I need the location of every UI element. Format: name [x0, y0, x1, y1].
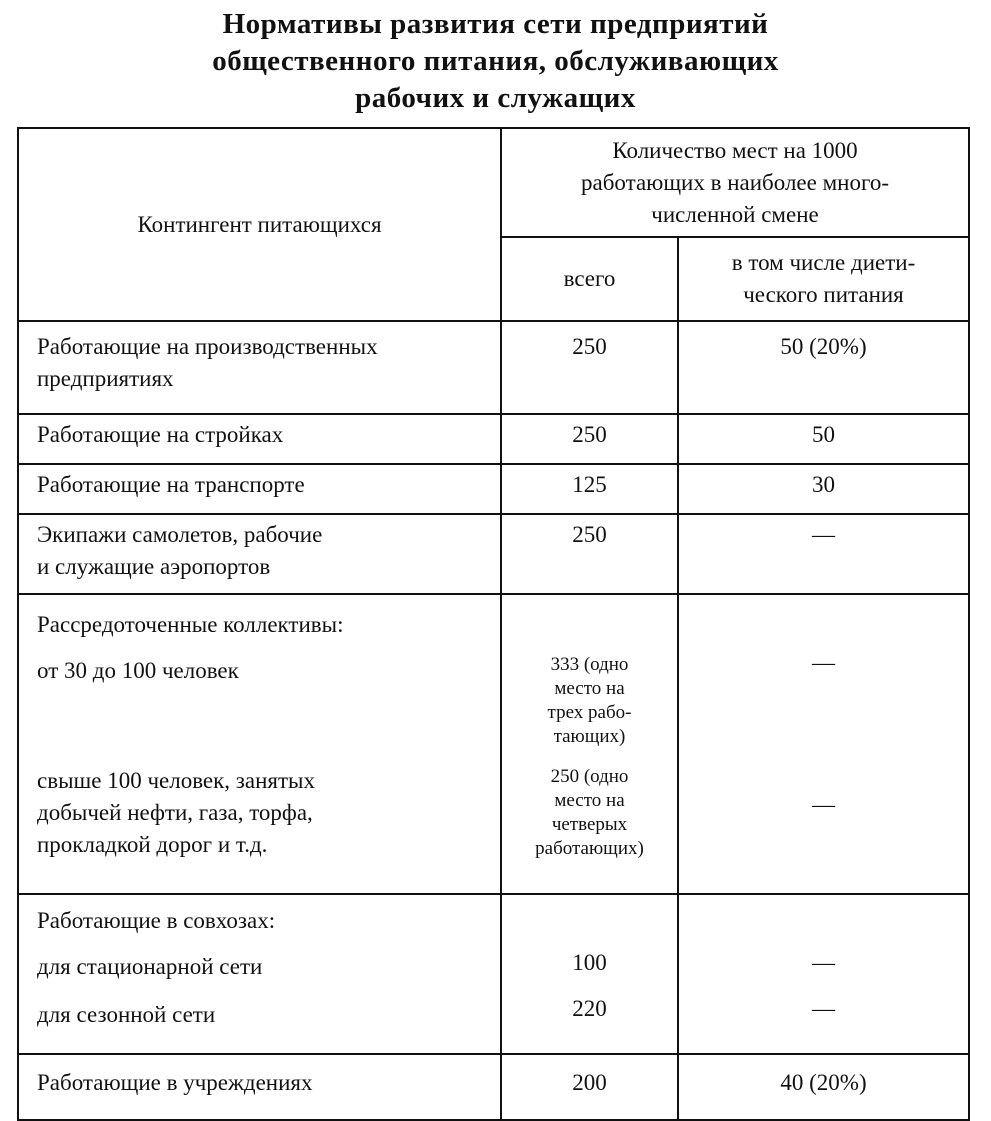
sovkhoz-sub1-label: для стационарной сети — [37, 954, 263, 979]
header-row-top — [18, 128, 969, 237]
row-label-line: Экипажи самолетов, рабочие — [37, 522, 323, 547]
dispersed-sub1-total — [502, 653, 677, 749]
dispersed-sub2-total — [502, 765, 677, 861]
table-row — [18, 321, 969, 414]
sovkhoz-sub2-diet: — — [812, 996, 835, 1021]
row-diet: — — [678, 514, 969, 594]
sovkhoz-sub2-label: для сезонной сети — [37, 1002, 216, 1027]
total-line: трех рабо- — [547, 702, 632, 723]
total-line: тающих) — [553, 726, 626, 747]
row-label — [18, 594, 501, 894]
row-label-line: добычей нефти, газа, торфа, — [37, 800, 313, 825]
title-line-2: общественного питания, обслуживающих — [212, 45, 779, 77]
total-line: четверых — [551, 814, 628, 835]
row-total — [501, 594, 678, 894]
row-label-line: предприятиях — [37, 366, 174, 391]
row-total: 250 — [501, 321, 678, 414]
header-diet-line-2: ческого питания — [743, 282, 904, 307]
norms-table — [17, 127, 970, 1121]
row-label: Работающие на стройках — [18, 414, 501, 464]
header-diet — [678, 237, 969, 321]
header-diet-line-1: в том числе диети- — [731, 250, 916, 275]
row-label: Работающие в учреждениях — [18, 1054, 501, 1120]
row-label-line: Работающие на производственных — [37, 334, 378, 359]
row-total — [501, 894, 678, 1054]
row-diet: 50 — [678, 414, 969, 464]
dispersed-sub1-label: от 30 до 100 человек — [37, 658, 239, 683]
row-label-line: прокладкой дорог и т.д. — [37, 832, 268, 857]
total-line: 250 (одно — [550, 766, 629, 787]
sovkhoz-sub1-diet: — — [812, 950, 835, 975]
table-row-dispersed — [18, 594, 969, 894]
table-row-sovkhoz — [18, 894, 969, 1054]
row-total: 250 — [501, 514, 678, 594]
total-line: место на — [554, 678, 625, 699]
header-seats-group — [501, 128, 969, 237]
total-line: место на — [554, 790, 625, 811]
row-label-line: свыше 100 человек, занятых — [37, 768, 315, 793]
dispersed-sub1-diet: — — [812, 650, 835, 675]
sovkhoz-heading: Работающие в совхозах: — [37, 908, 276, 933]
dispersed-sub2-diet: — — [812, 792, 835, 817]
row-diet: 50 (20%) — [678, 321, 969, 414]
row-label — [18, 514, 501, 594]
header-contingent: Контингент питающихся — [18, 128, 501, 321]
sovkhoz-sub1-total: 100 — [572, 950, 607, 975]
header-group-line-1: Количество мест на 1000 — [612, 137, 858, 163]
table-row — [18, 514, 969, 594]
total-line: работающих) — [535, 838, 644, 859]
header-group-line-3: численной смене — [651, 201, 819, 227]
row-diet: 40 (20%) — [678, 1054, 969, 1120]
row-diet — [678, 594, 969, 894]
table-row — [18, 1054, 969, 1120]
table-row — [18, 414, 969, 464]
title-line-3: рабочих и служащих — [355, 82, 636, 114]
row-label: Работающие на транспорте — [18, 464, 501, 514]
total-line: 333 (одно — [550, 654, 629, 675]
dispersed-sub2-label — [37, 765, 500, 861]
dispersed-heading: Рассредоточенные коллективы: — [37, 612, 344, 637]
row-diet — [678, 894, 969, 1054]
header-group-line-2: работающих в наиболее много- — [581, 169, 889, 195]
row-label — [18, 894, 501, 1054]
row-label-line: и служащие аэропортов — [37, 554, 271, 579]
sovkhoz-sub2-total: 220 — [572, 996, 607, 1021]
row-total: 125 — [501, 464, 678, 514]
title-line-1: Нормативы развития сети предприятий — [222, 8, 769, 40]
row-label — [18, 321, 501, 414]
row-diet: 30 — [678, 464, 969, 514]
header-total: всего — [501, 237, 678, 321]
table-row — [18, 464, 969, 514]
page-title — [0, 6, 991, 117]
row-total: 250 — [501, 414, 678, 464]
row-total: 200 — [501, 1054, 678, 1120]
